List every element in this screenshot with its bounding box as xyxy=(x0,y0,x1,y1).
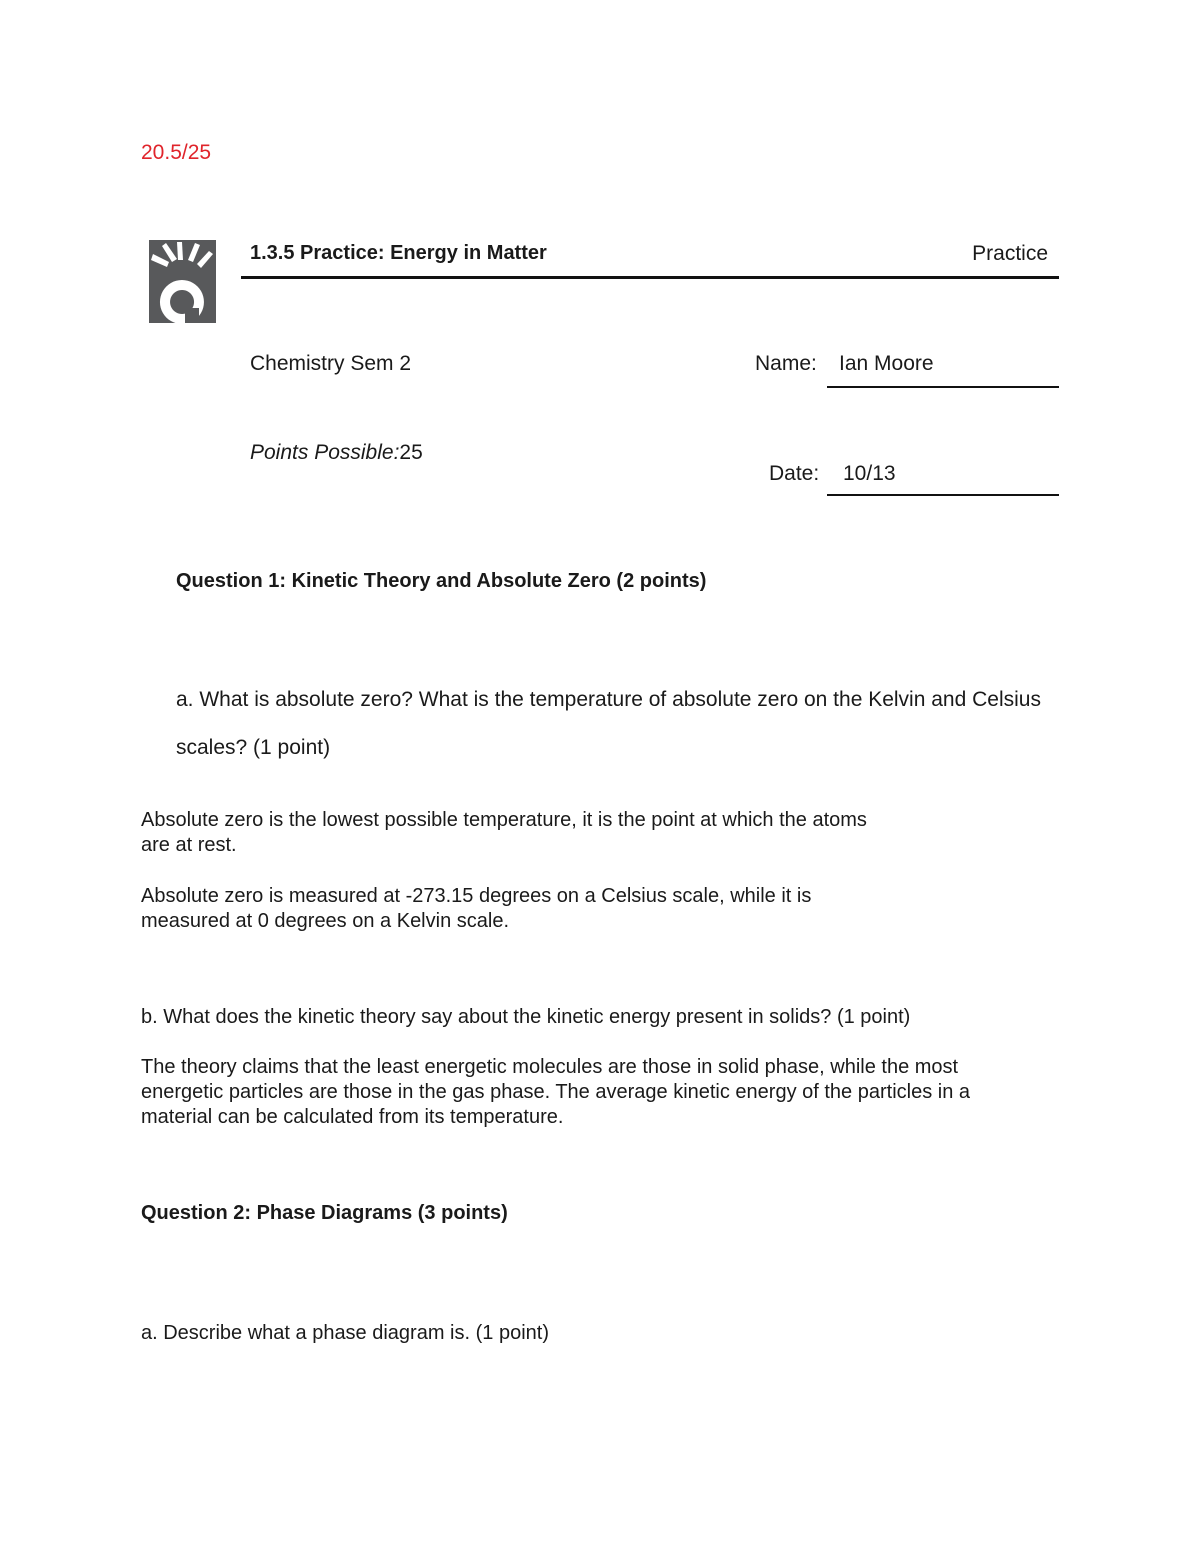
score-annotation: 20.5/25 xyxy=(141,141,212,164)
date-underline xyxy=(827,494,1059,496)
name-underline xyxy=(827,386,1059,388)
points-possible xyxy=(250,441,423,465)
header-divider xyxy=(241,276,1059,279)
date-label: Date: xyxy=(769,462,820,485)
question-1-heading: Question 1: Kinetic Theory and Absolute Zero (2 points) xyxy=(176,570,707,592)
question-2a-prompt: a. Describe what a phase diagram is. (1 point) xyxy=(141,1322,549,1344)
name-label: Name: xyxy=(755,352,817,375)
date-value: 10/13 xyxy=(843,462,896,485)
points-value: 25 xyxy=(399,441,423,464)
student-name: Ian Moore xyxy=(839,352,934,375)
answer-1a-paragraph-2: Absolute zero is measured at -273.15 degrees on a Celsius scale, while it is measured at 0 degrees on a Kelvin scale. xyxy=(141,885,812,932)
question-2-heading: Question 2: Phase Diagrams (3 points) xyxy=(141,1202,508,1224)
question-1a-prompt-line1: a. What is absolute zero? What is the temperature of absolute zero on the Kelvin and Celsius xyxy=(176,688,1041,711)
answer-1b: The theory claims that the least energetic molecules are those in solid phase, while the most energetic particles are those in the gas phase. The average kinetic energy of the particles in a material can be calculated from its temperature. xyxy=(141,1056,971,1128)
course-name: Chemistry Sem 2 xyxy=(250,352,412,375)
answer-1a-paragraph-1: Absolute zero is the lowest possible temperature, it is the point at which the atoms are at rest. xyxy=(141,809,867,856)
points-label: Points Possible: xyxy=(250,441,400,464)
logo-icon xyxy=(149,240,216,323)
assignment-type: Practice xyxy=(972,242,1048,265)
assignment-title: 1.3.5 Practice: Energy in Matter xyxy=(250,242,547,264)
question-1b-prompt: b. What does the kinetic theory say about the kinetic energy present in solids? (1 point) xyxy=(141,1006,911,1028)
question-1a-prompt-line2: scales? (1 point) xyxy=(176,736,331,759)
